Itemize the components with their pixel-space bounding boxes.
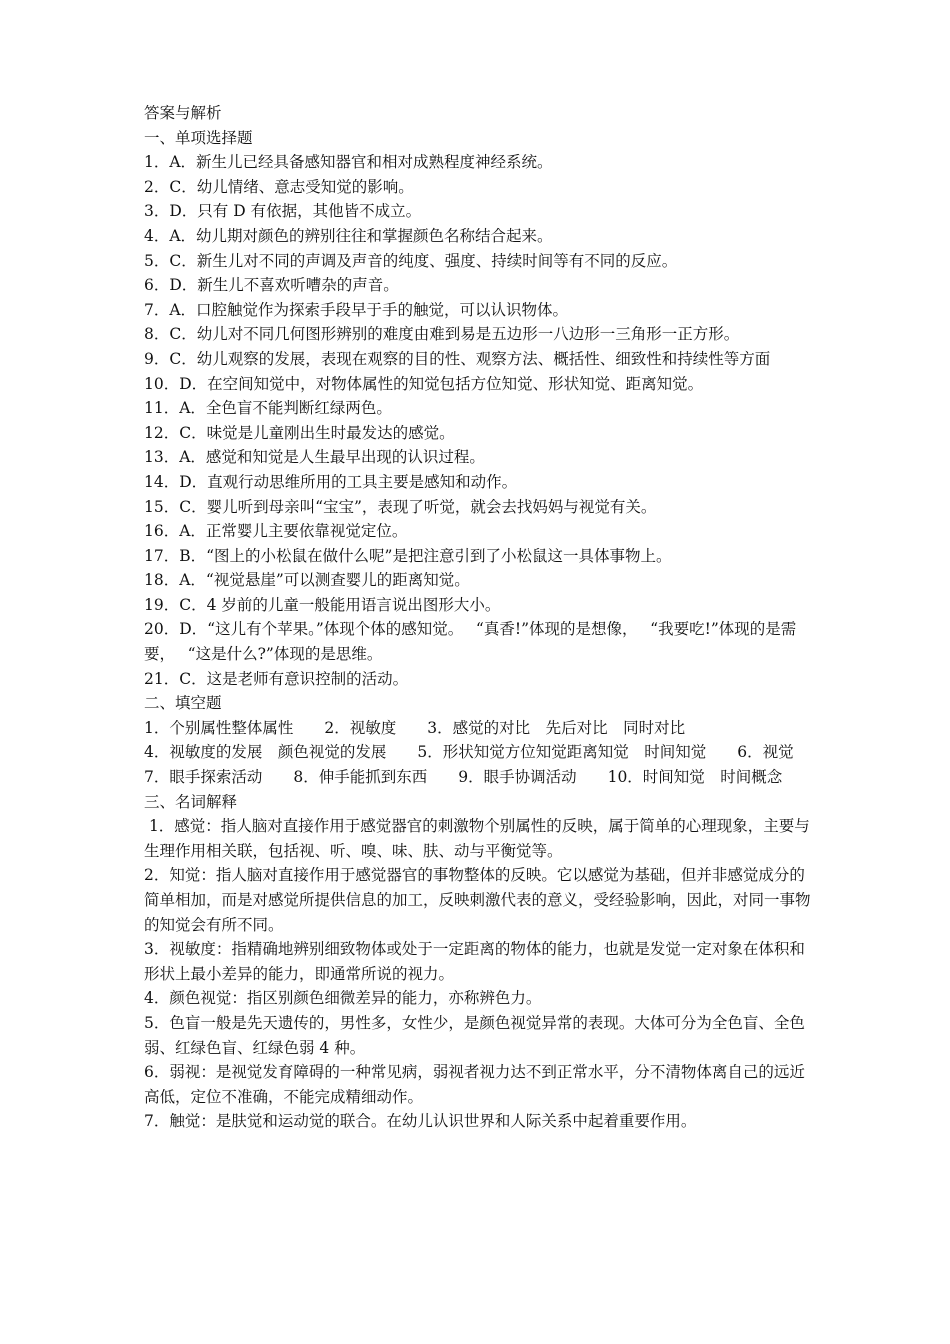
answer-item: 10．D．在空间知觉中，对物体属性的知觉包括方位知觉、形状知觉、距离知觉。: [144, 374, 704, 393]
answer-document: [144, 101, 816, 1134]
section-fill-in-blank: [144, 691, 816, 789]
section-heading: 三、名词解释: [144, 792, 238, 811]
answer-item: 4．A．幼儿期对颜色的辨别往往和掌握颜色名称结合起来。: [144, 226, 553, 245]
section-heading: 二、填空题: [144, 694, 222, 713]
answer-item: 11．A．全色盲不能判断红绿两色。: [144, 399, 392, 418]
answer-item: 9．C．幼儿观察的发展，表现在观察的目的性、观察方法、概括性、细致性和持续性等方面: [144, 349, 771, 368]
answer-item: 21．C．这是老师有意识控制的活动。: [144, 669, 409, 688]
section-multiple-choice: [144, 126, 816, 692]
document-title: 答案与解析: [144, 104, 222, 122]
definition-item: 2．知觉：指人脑对直接作用于感觉器官的事物整体的反映。它以感觉为基础，但并非感觉成分的简单相加，而是对感觉所提供信息的加工，反映刺激代表的意义，受经验影响，因此，对同一事物的知觉会有所不同。: [144, 866, 811, 934]
section-term-definitions: [144, 790, 816, 1134]
answer-item: 14．D．直观行动思维所用的工具主要是感知和动作。: [144, 472, 518, 491]
answer-item: 2．C．幼儿情绪、意志受知觉的影响。: [144, 177, 414, 196]
section-heading: 一、单项选择题: [144, 128, 253, 147]
answer-item: 5．C．新生儿对不同的声调及声音的纯度、强度、持续时间等有不同的反应。: [144, 251, 678, 270]
definition-item: 5．色盲一般是先天遗传的，男性多，女性少，是颜色视觉异常的表现。大体可分为全色盲、全色弱、红绿色盲、红绿色弱 4 种。: [144, 1013, 805, 1057]
answer-item: 20．D．“这儿有个苹果。”体现个体的感知觉。 “真香!”体现的是想像， “我要吃!”体现的是需要， “这是什么?”体现的是思维。: [144, 620, 797, 664]
definition-item: 4．颜色视觉：指区别颜色细微差异的能力，亦称辨色力。: [144, 989, 542, 1008]
definition-item: 6．弱视：是视觉发育障碍的一种常见病，弱视者视力达不到正常水平，分不清物体离自己的远近高低，定位不准确，不能完成精细动作。: [144, 1063, 805, 1106]
answer-item: 1．A．新生儿已经具备感知器官和相对成熟程度神经系统。: [144, 153, 553, 172]
answer-item: 1．个别属性整体属性 2．视敏度 3．感觉的对比 先后对比 同时对比: [144, 718, 686, 737]
answer-item: 19．C．4 岁前的儿童一般能用语言说出图形大小。: [144, 595, 501, 614]
answer-item: 3．D．只有 D 有依据，其他皆不成立。: [144, 202, 422, 221]
answer-item: 13．A．感觉和知觉是人生最早出现的认识过程。: [144, 448, 485, 467]
answer-item: 7．A．口腔触觉作为探索手段早于手的触觉，可以认识物体。: [144, 300, 569, 319]
answer-item: 15．C．婴儿听到母亲叫“宝宝”，表现了听觉，就会去找妈妈与视觉有关。: [144, 497, 657, 516]
answer-item: 16．A．正常婴儿主要依靠视觉定位。: [144, 522, 408, 541]
definition-item: 3．视敏度：指精确地辨别细致物体或处于一定距离的物体的能力，也就是发觉一定对象在体积和形状上最小差异的能力，即通常所说的视力。: [144, 940, 805, 983]
answer-item: 12．C．味觉是儿童刚出生时最发达的感觉。: [144, 423, 455, 442]
definition-item: 1．感觉：指人脑对直接作用于感觉器官的刺激物个别属性的反映，属于简单的心理现象，主要与生理作用相关联，包括视、听、嗅、味、肤、动与平衡觉等。: [144, 817, 810, 860]
answer-item: 6．D．新生儿不喜欢听嘈杂的声音。: [144, 276, 399, 295]
answer-item: 17．B．“图上的小松鼠在做什么呢”是把注意引到了小松鼠这一具体事物上。: [144, 546, 672, 565]
answer-item: 18．A．“视觉悬崖”可以测查婴儿的距离知觉。: [144, 571, 470, 590]
answer-item: 4．视敏度的发展 颜色视觉的发展 5．形状知觉方位知觉距离知觉 时间知觉 6．视觉 7．眼手探索活动 8．伸手能抓到东西 9．眼手协调活动 10．时间知觉 时间概念: [144, 743, 799, 787]
definition-item: 7．触觉：是肤觉和运动觉的联合。在幼儿认识世界和人际关系中起着重要作用。: [144, 1112, 697, 1131]
answer-item: 8．C．幼儿对不同几何图形辨别的难度由难到易是五边形一八边形一三角形一正方形。: [144, 325, 740, 344]
